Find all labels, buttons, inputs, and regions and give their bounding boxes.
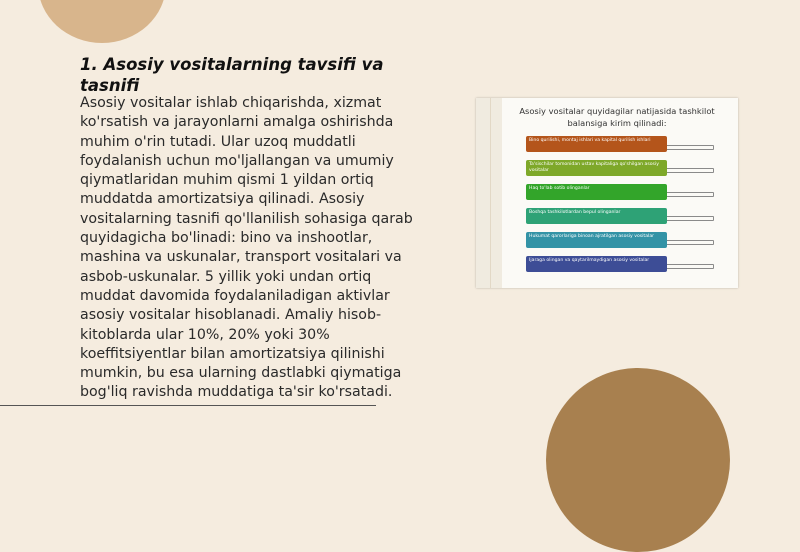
- slide-side-line: [490, 98, 491, 288]
- slide-box: Boshqa tashkilotlardan bepul olinganlar: [526, 208, 667, 224]
- slide-thumbnail: [476, 98, 738, 288]
- slide-box: Ijaraga olingan va qaytarilmaydigan asosiy vositalar: [526, 256, 667, 272]
- slide-side-panel: [476, 98, 502, 288]
- slide-box: Haq to'lab sotib olinganlar: [526, 184, 667, 200]
- decorative-circle-top: [38, 0, 166, 43]
- slide-title: Asosiy vositalar quyidagilar natijasida tashkilot balansiga kirim qilinadi:: [519, 106, 715, 128]
- decorative-circle-bottom: [546, 368, 730, 552]
- slide-box: Hukumat qarorlariga binoan ajratilgan asosiy vositalar: [526, 232, 667, 248]
- slide-box: Bino qurilishi, montaj ishlari va kapital qurilish ishlari: [526, 136, 667, 152]
- divider-line: [0, 405, 376, 406]
- slide-box: Ta'sischilar tomonidan ustav kapitaliga qo'shilgan asosiy vositalar: [526, 160, 667, 176]
- section-heading: 1. Asosiy vositalarning tavsifi va tasnifi: [80, 55, 384, 95]
- body-paragraph: Asosiy vositalar ishlab chiqarishda, xizmat ko'rsatish va jarayonlarni amalga oshirishda muhim o'rin tutadi. Ular uzoq muddatli foydalanish uchun mo'ljallangan va umumiy qiymatlaridan muhim qismi 1 yildan ortiq muddatda amortizatsiya qilinadi. Asosiy vositalarning tasnifi qo'llanilish sohasiga qarab quyidagicha bo'linadi: bino va inshootlar, mashina va uskunalar, transport vositalari va asbob-uskunalar. 5 yillik yoki undan ortiq muddat davomida foydalaniladigan aktivlar asosiy vositalar hisoblanadi. Amaliy hisob-kitoblarda ular 10%, 20% yoki 30% koeffitsiyentlar bilan amortizatsiya qilinishi mumkin, bu esa ularning dastlabki qiymatiga bog'liq ravishda muddatiga ta'sir ko'rsatadi.: [80, 95, 413, 401]
